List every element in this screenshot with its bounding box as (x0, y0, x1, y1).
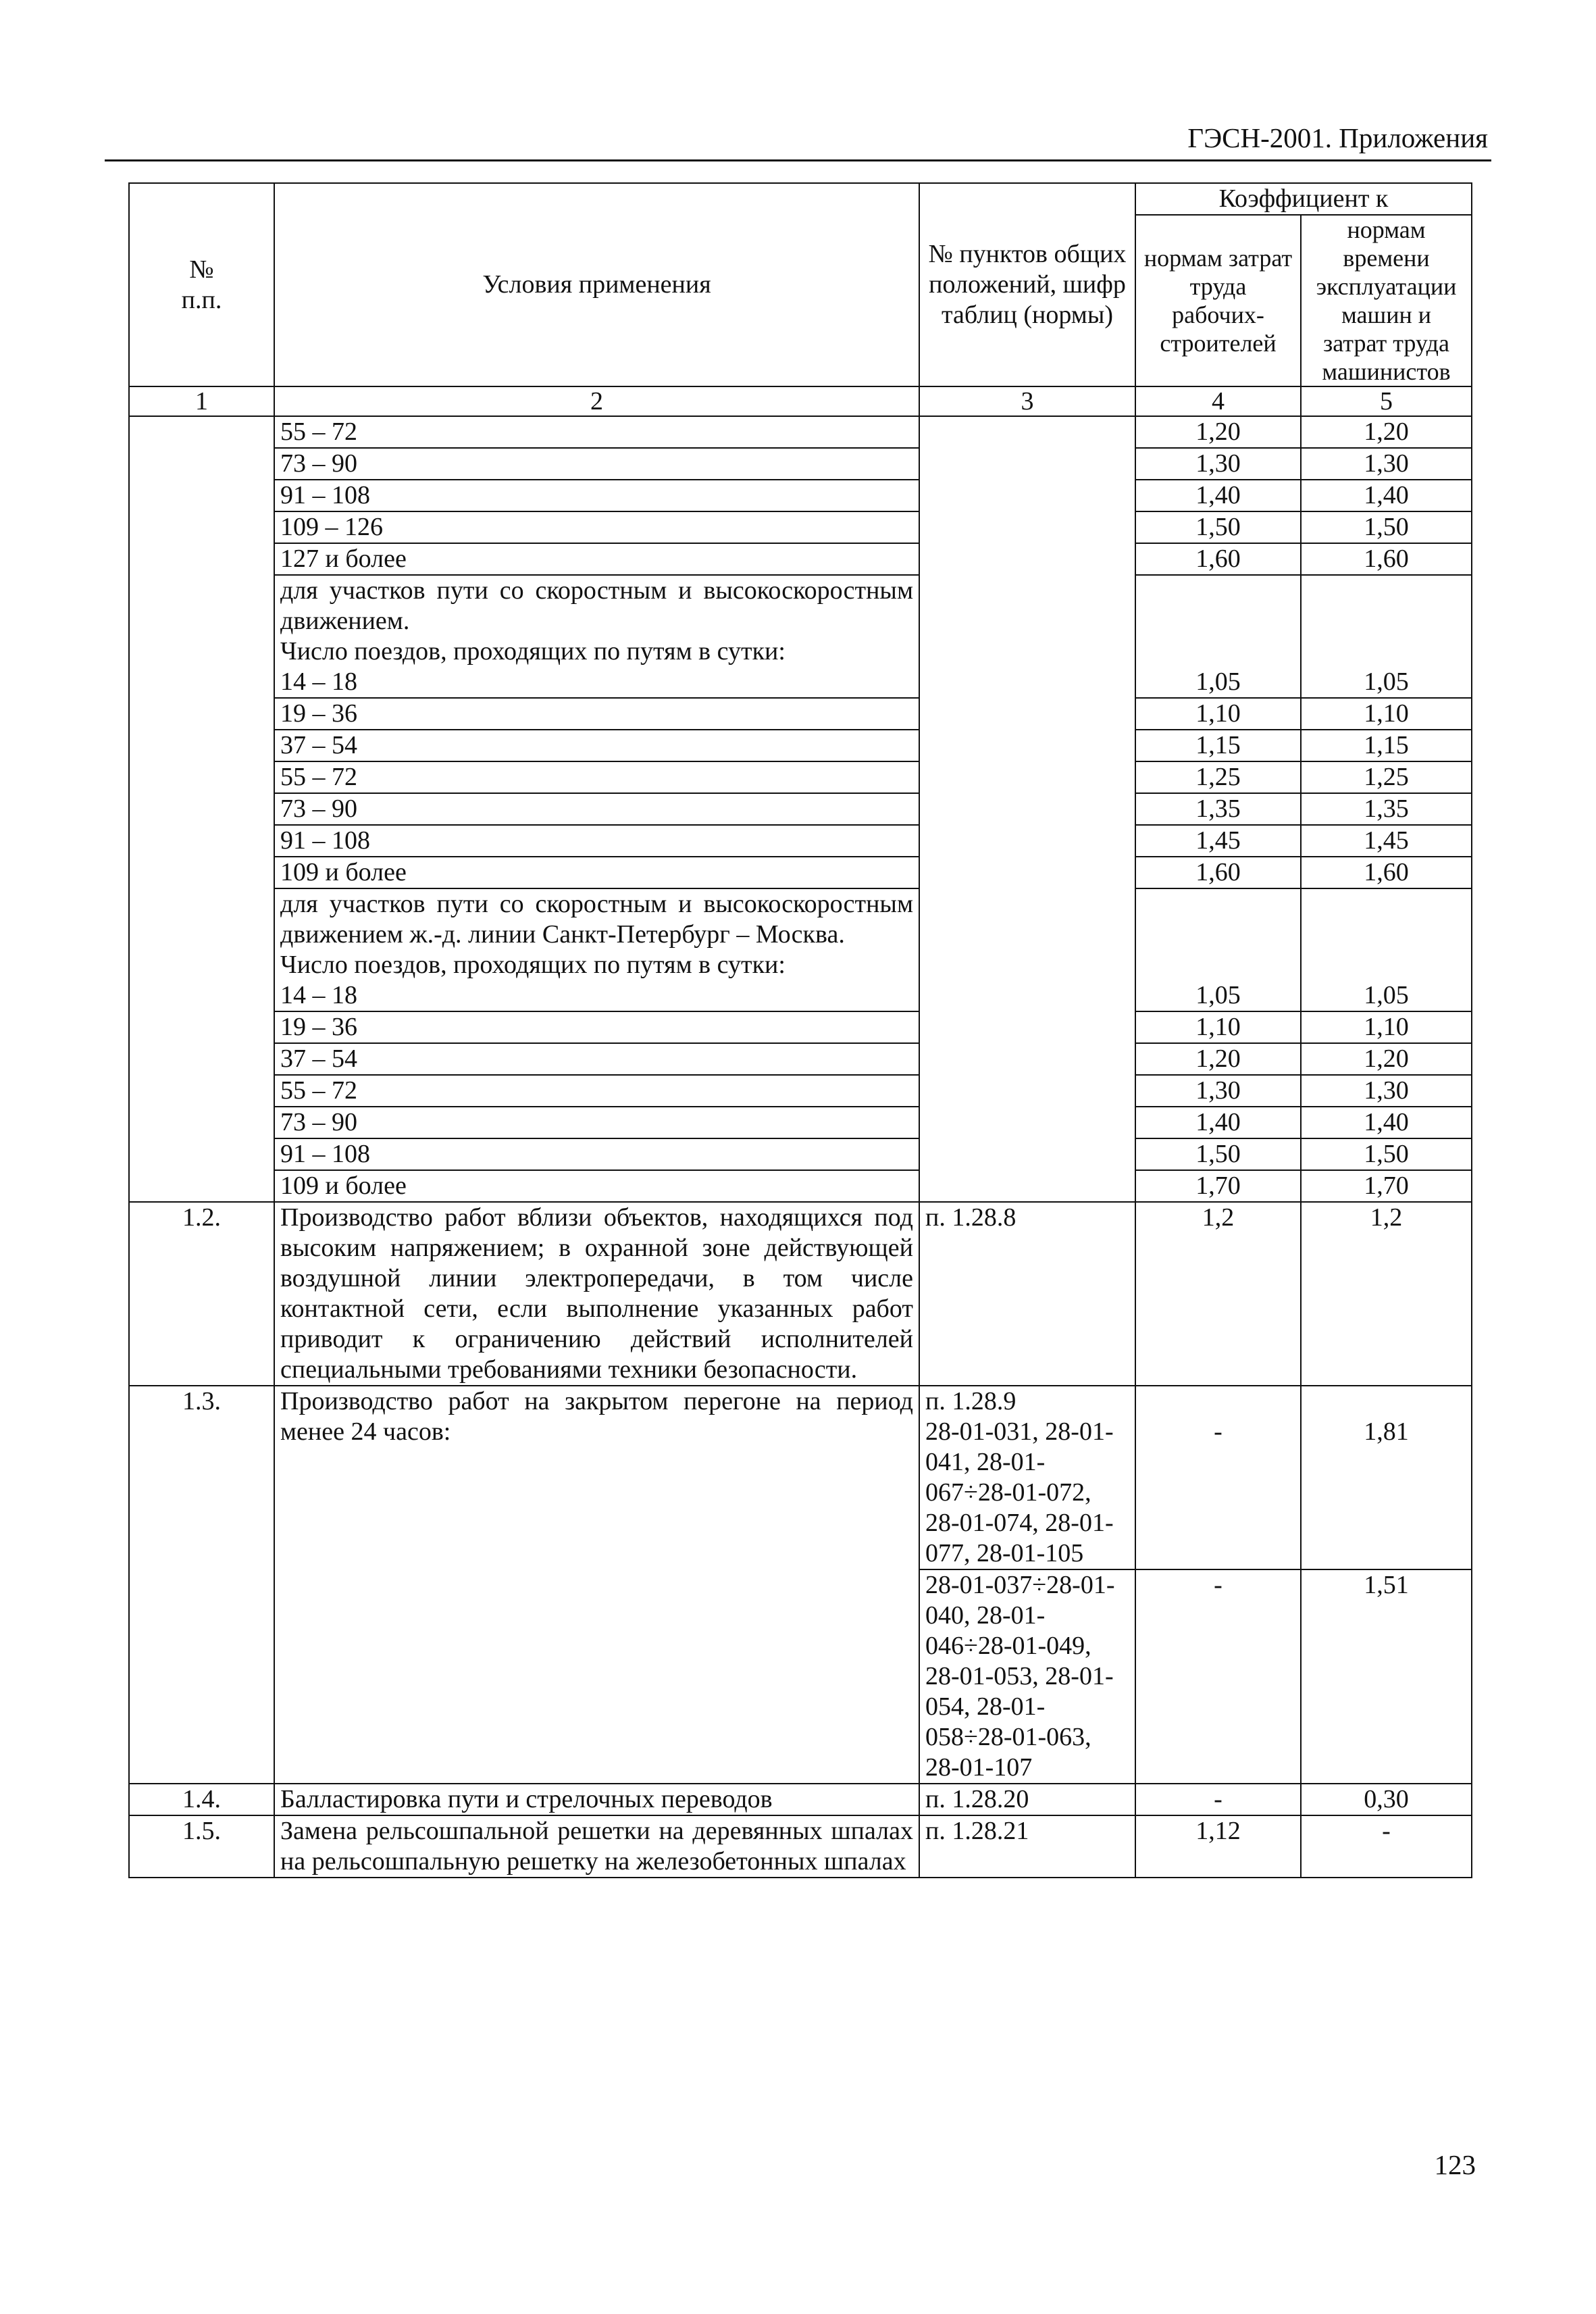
coef-machines-cell: 1,2 (1301, 1202, 1472, 1386)
table-row (129, 1202, 1472, 1386)
condition-cell: 55 – 72 (274, 416, 919, 448)
points-cell: п. 1.28.8 (919, 1202, 1135, 1386)
coef-machines-cell: 1,60 (1301, 543, 1472, 575)
group-b-count: Число поездов, проходящих по путям в сутки: (280, 637, 786, 665)
page-number: 123 (1434, 2149, 1476, 2180)
table-row (129, 857, 1472, 888)
table-row (129, 1170, 1472, 1202)
col-number-5: 5 (1301, 386, 1472, 416)
num-cell: 1.3. (129, 1386, 274, 1784)
table-row (129, 888, 1472, 980)
condition-cell: 19 – 36 (274, 1011, 919, 1043)
table-row (129, 416, 1472, 448)
coef-machines-cell: 1,70 (1301, 1170, 1472, 1202)
coef-machines-cell: 1,35 (1301, 793, 1472, 825)
coef-workers-cell: 1,30 (1135, 448, 1301, 480)
table-row (129, 761, 1472, 793)
num-cell-continuation (129, 416, 274, 1202)
coef-workers-cell: 1,05 (1135, 667, 1301, 698)
table-row (129, 480, 1472, 511)
coef-machines-cell: 1,05 (1301, 667, 1472, 698)
header-conditions: Условия применения (274, 183, 919, 386)
coef-workers-cell: 1,40 (1135, 480, 1301, 511)
coef-machines-cell: 1,20 (1301, 416, 1472, 448)
condition-cell: 91 – 108 (274, 1138, 919, 1170)
coef-machines-cell: 1,81 (1301, 1417, 1472, 1569)
coef-machines-cell: 1,25 (1301, 761, 1472, 793)
coef-machines-cell: 1,50 (1301, 511, 1472, 543)
coef-workers-cell: 1,70 (1135, 1170, 1301, 1202)
table-row (129, 667, 1472, 698)
running-head: ГЭСН-2001. Приложения (1187, 122, 1488, 153)
condition-cell: 14 – 18 (274, 980, 919, 1011)
coef-machines-cell: 1,50 (1301, 1138, 1472, 1170)
num-cell: 1.5. (129, 1815, 274, 1878)
header-coef-workers: нормам затрат труда рабочих-строителей (1135, 215, 1301, 386)
header-coef-machines: нормам времени эксплуатации машин и затрат труда машинистов (1301, 215, 1472, 386)
points-cell: 28-01-031, 28-01-041, 28-01-067÷28-01-072, 28-01-074, 28-01-077, 28-01-105 (919, 1417, 1135, 1569)
table-row (129, 1386, 1472, 1417)
condition-cell: Замена рельсошпальной решетки на деревянных шпалах на рельсошпальную решетку на железобетонных шпалах (274, 1815, 919, 1878)
condition-cell: 19 – 36 (274, 698, 919, 730)
group-c-intro: для участков пути со скоростным и высокоскоростным движением ж.-д. линии Санкт-Петербург – Москва. (280, 890, 913, 949)
condition-cell: 109 и более (274, 857, 919, 888)
coef-workers-cell: 1,60 (1135, 857, 1301, 888)
table-row (129, 793, 1472, 825)
points-cell: п. 1.28.21 (919, 1815, 1135, 1878)
group-b-intro-cell (274, 575, 919, 667)
coef-workers-cell: 1,12 (1135, 1815, 1301, 1878)
condition-cell: 73 – 90 (274, 1107, 919, 1138)
coef-workers-cell: 1,15 (1135, 730, 1301, 761)
coef-machines-cell: 1,40 (1301, 480, 1472, 511)
coef-machines-cell: 1,30 (1301, 448, 1472, 480)
header-points: № пунктов общих положений, шифр таблиц (нормы) (919, 183, 1135, 386)
coef-machines-cell: 1,40 (1301, 1107, 1472, 1138)
table-row (129, 1784, 1472, 1815)
col-number-3: 3 (919, 386, 1135, 416)
condition-cell: 109 и более (274, 1170, 919, 1202)
coef-machines-cell: - (1301, 1815, 1472, 1878)
condition-cell: 37 – 54 (274, 1043, 919, 1075)
table-row (129, 698, 1472, 730)
condition-cell: 55 – 72 (274, 761, 919, 793)
coef-workers-cell: - (1135, 1784, 1301, 1815)
group-c-count: Число поездов, проходящих по путям в сутки: (280, 951, 786, 979)
coef-machines-cell: 1,51 (1301, 1569, 1472, 1784)
coef-workers-cell: 1,60 (1135, 543, 1301, 575)
header-rule (105, 159, 1491, 161)
condition-cell: 73 – 90 (274, 448, 919, 480)
coef-machines-cell: 1,30 (1301, 1075, 1472, 1107)
table-row (129, 1043, 1472, 1075)
condition-cell: Производство работ вблизи объектов, находящихся под высоким напряжением; в охранной зоне действующей воздушной линии электропередачи, в том числе контактной сети, если выполнение указанных работ приводит к ограничению действий исполнителей специальными требованиями техники безопасности. (274, 1202, 919, 1386)
coef-machines-cell: 1,10 (1301, 698, 1472, 730)
coef-workers-cell: 1,45 (1135, 825, 1301, 857)
coef-workers-cell: 1,2 (1135, 1202, 1301, 1386)
coef-machines-cell-empty (1301, 888, 1472, 980)
points-cell: п. 1.28.20 (919, 1784, 1135, 1815)
condition-cell: 55 – 72 (274, 1075, 919, 1107)
table-row (129, 1011, 1472, 1043)
condition-cell: Балластировка пути и стрелочных переводов (274, 1784, 919, 1815)
condition-cell: 14 – 18 (274, 667, 919, 698)
coef-machines-cell: 1,05 (1301, 980, 1472, 1011)
table-row (129, 511, 1472, 543)
coef-workers-cell: 1,10 (1135, 698, 1301, 730)
group-c-intro-cell (274, 888, 919, 980)
table-row (129, 448, 1472, 480)
table-row (129, 730, 1472, 761)
col-number-4: 4 (1135, 386, 1301, 416)
table-row (129, 1815, 1472, 1878)
condition-cell: Производство работ на закрытом перегоне на период менее 24 часов: (274, 1386, 919, 1784)
coef-workers-cell: 1,50 (1135, 511, 1301, 543)
coef-workers-cell: - (1135, 1417, 1301, 1569)
points-cell: п. 1.28.9 (919, 1386, 1135, 1417)
col-number-1: 1 (129, 386, 274, 416)
condition-cell: 73 – 90 (274, 793, 919, 825)
coef-workers-cell: 1,05 (1135, 980, 1301, 1011)
num-cell: 1.4. (129, 1784, 274, 1815)
table-row (129, 1075, 1472, 1107)
header-coef-group: Коэффициент к (1135, 183, 1472, 215)
coef-machines-cell: 1,15 (1301, 730, 1472, 761)
coef-machines-cell-empty (1301, 575, 1472, 667)
condition-cell: 91 – 108 (274, 825, 919, 857)
condition-cell: 37 – 54 (274, 730, 919, 761)
coef-workers-cell: 1,20 (1135, 1043, 1301, 1075)
coef-workers-cell: 1,35 (1135, 793, 1301, 825)
coef-machines-cell: 0,30 (1301, 1784, 1472, 1815)
coef-workers-cell: 1,20 (1135, 416, 1301, 448)
coef-workers-cell: - (1135, 1569, 1301, 1784)
coef-workers-cell: 1,40 (1135, 1107, 1301, 1138)
table-row (129, 543, 1472, 575)
coef-workers-cell: 1,50 (1135, 1138, 1301, 1170)
coef-machines-cell: 1,20 (1301, 1043, 1472, 1075)
coef-machines-cell: 1,60 (1301, 857, 1472, 888)
coef-workers-cell-empty (1135, 888, 1301, 980)
num-cell: 1.2. (129, 1202, 274, 1386)
points-cell: 28-01-037÷28-01-040, 28-01-046÷28-01-049, 28-01-053, 28-01-054, 28-01-058÷28-01-063, 28-01-107 (919, 1569, 1135, 1784)
col-number-2: 2 (274, 386, 919, 416)
coef-workers-cell: 1,25 (1135, 761, 1301, 793)
coef-machines-cell: 1,45 (1301, 825, 1472, 857)
condition-cell: 91 – 108 (274, 480, 919, 511)
coef-machines-cell-empty (1301, 1386, 1472, 1417)
header-num: № п.п. (129, 183, 274, 386)
coef-workers-cell-empty (1135, 575, 1301, 667)
coef-machines-cell: 1,10 (1301, 1011, 1472, 1043)
table-row (129, 575, 1472, 667)
points-cell-continuation (919, 416, 1135, 1202)
condition-cell: 127 и более (274, 543, 919, 575)
table-row (129, 825, 1472, 857)
table-row (129, 1107, 1472, 1138)
condition-cell: 109 – 126 (274, 511, 919, 543)
coefficients-table (128, 182, 1472, 1878)
coef-workers-cell-empty (1135, 1386, 1301, 1417)
group-b-intro: для участков пути со скоростным и высокоскоростным движением. (280, 576, 913, 635)
table-row (129, 1138, 1472, 1170)
coef-workers-cell: 1,10 (1135, 1011, 1301, 1043)
table-row (129, 980, 1472, 1011)
coef-workers-cell: 1,30 (1135, 1075, 1301, 1107)
